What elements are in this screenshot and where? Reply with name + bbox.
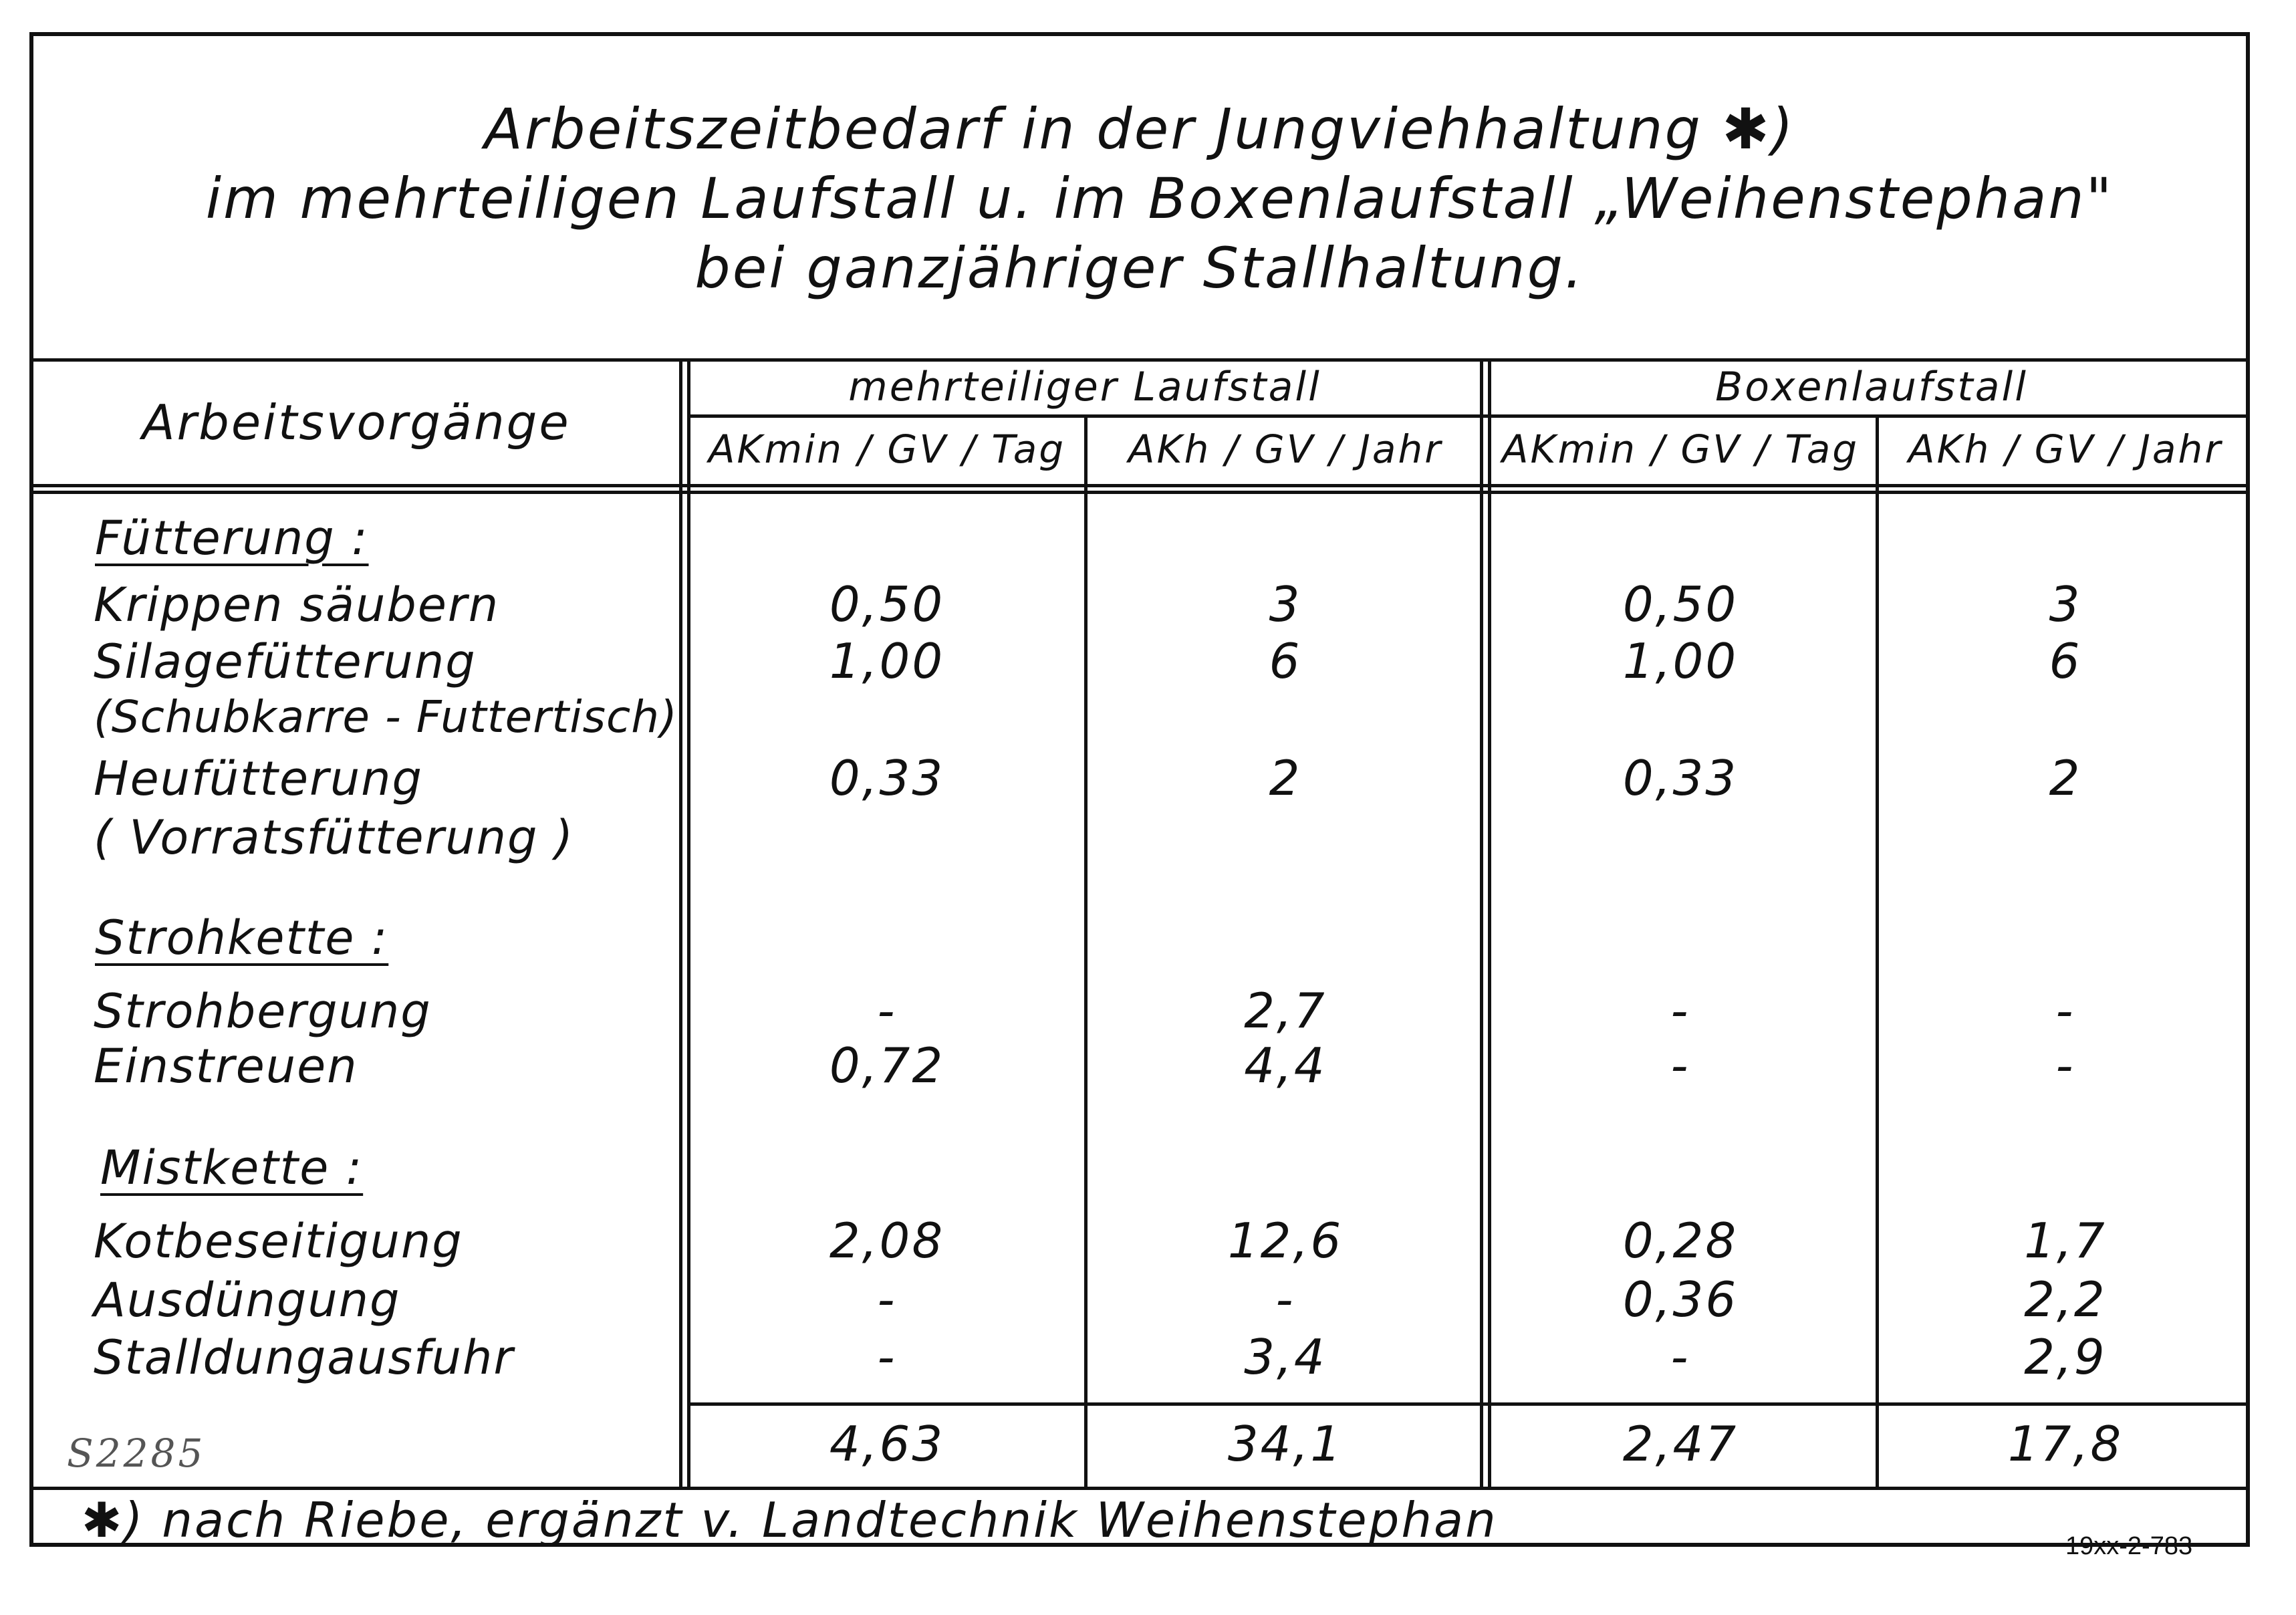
- cell: 12,6: [1227, 1213, 1344, 1269]
- row-label: Krippen säubern: [94, 578, 500, 632]
- cell: 0,36: [1622, 1271, 1739, 1328]
- footnote: ✱) nach Riebe, ergänzt v. Landtechnik Weihenstephan: [82, 1492, 1498, 1548]
- row-label: Silagefütterung: [94, 634, 477, 689]
- header-unit-year-2: AKh / GV / Jahr: [1908, 426, 2223, 472]
- cell: 2,08: [829, 1213, 945, 1269]
- title-divider: [33, 358, 2246, 362]
- row-label: (Schubkarre - Futtertisch): [94, 691, 678, 743]
- row-label: Heufütterung: [94, 751, 423, 806]
- cell: -: [1670, 1329, 1690, 1385]
- section-mistkette: Mistkette :: [100, 1140, 364, 1195]
- row-label: Stalldungausfuhr: [94, 1330, 515, 1385]
- cell: 0,33: [1622, 750, 1739, 806]
- cell: -: [877, 1271, 897, 1328]
- cell: 6: [1269, 633, 1302, 689]
- cell: 2,2: [2024, 1271, 2107, 1328]
- cell: 1,00: [829, 633, 945, 689]
- col1-divider: [1084, 417, 1088, 1487]
- cell: -: [2055, 983, 2075, 1039]
- document-sheet: [29, 32, 2250, 1547]
- row-label: Ausdüngung: [94, 1273, 401, 1328]
- header-unit-day-1: AKmin / GV / Tag: [708, 426, 1066, 472]
- total-cell: 4,63: [829, 1416, 945, 1472]
- cell: 2,9: [2024, 1329, 2107, 1385]
- section-fuetterung: Fütterung :: [95, 511, 369, 566]
- cell: -: [1670, 983, 1690, 1039]
- cell: 3,4: [1244, 1329, 1327, 1385]
- header-group-laufstall: mehrteiliger Laufstall: [848, 364, 1321, 410]
- total-cell: 17,8: [2007, 1416, 2124, 1472]
- cell: 0,50: [829, 576, 945, 632]
- cell: -: [1275, 1271, 1295, 1328]
- row-label: ( Vorratsfütterung ): [94, 810, 575, 865]
- cell: 6: [2049, 633, 2082, 689]
- cell: 0,50: [1622, 576, 1739, 632]
- cell: -: [877, 983, 897, 1039]
- row-label: Einstreuen: [94, 1039, 358, 1094]
- title-line-1: Arbeitszeitbedarf in der Jungviehhaltung ✱): [484, 96, 1795, 162]
- cell: 1,7: [2024, 1213, 2107, 1269]
- title-line-2: im mehrteiligen Laufstall u. im Boxenlaufstall „Weihenstephan": [205, 166, 2114, 231]
- group-header-divider: [687, 414, 2246, 418]
- row-label: Strohbergung: [94, 984, 432, 1039]
- handwritten-note: S2285: [67, 1431, 206, 1476]
- header-divider-a: [33, 484, 2246, 487]
- reference-number: 19xx-2-783: [2065, 1532, 2193, 1560]
- cell: 2,7: [1244, 983, 1327, 1039]
- cell: 2: [2049, 750, 2082, 806]
- cell: -: [1670, 1037, 1690, 1094]
- cell: 2: [1269, 750, 1302, 806]
- cell: 1,00: [1622, 633, 1739, 689]
- cell: 3: [2049, 576, 2082, 632]
- cell: -: [2055, 1037, 2075, 1094]
- total-cell: 2,47: [1622, 1416, 1739, 1472]
- header-arbeitsvorgaenge: Arbeitsvorgänge: [142, 394, 571, 451]
- header-group-boxenlaufstall: Boxenlaufstall: [1715, 364, 2028, 410]
- cell: 0,33: [829, 750, 945, 806]
- row-label: Kotbeseitigung: [94, 1214, 463, 1269]
- header-unit-day-2: AKmin / GV / Tag: [1501, 426, 1860, 472]
- total-cell: 34,1: [1227, 1416, 1344, 1472]
- footnote-divider: [33, 1487, 2246, 1490]
- title-block: [33, 36, 2246, 361]
- header-divider-b: [33, 491, 2246, 494]
- cell: 3: [1269, 576, 1302, 632]
- section-strohkette: Strohkette :: [95, 910, 389, 965]
- cell: 0,28: [1622, 1213, 1739, 1269]
- total-divider: [687, 1402, 2246, 1406]
- cell: 4,4: [1244, 1037, 1327, 1094]
- cell: -: [877, 1329, 897, 1385]
- cell: 0,72: [829, 1037, 945, 1094]
- col0-divider-a: [679, 361, 682, 1487]
- title-line-3: bei ganzjähriger Stallhaltung.: [694, 235, 1585, 301]
- header-unit-year-1: AKh / GV / Jahr: [1128, 426, 1443, 472]
